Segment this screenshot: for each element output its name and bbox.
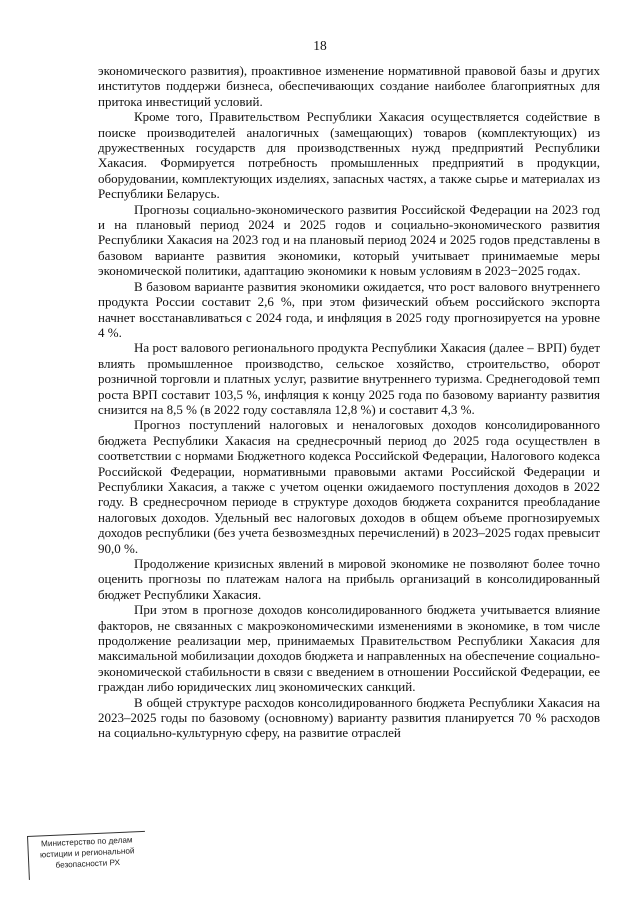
paragraph-6: Прогноз поступлений налоговых и неналоговых доходов консолидированного бюджета Республики Хакасия на среднесрочный период до 2025 года осуществлен в соответствии с нормами Бюджетного кодекса Российской Федерации, Налогового кодекса Российской Федерации, нормативными правовыми актами Российской Федерации и Республики Хакасия, а также с учетом оценки ожидаемого поступления доходов в 2022 году. В среднесрочном периоде в структуре доходов бюджета сохранится преобладание налоговых доходов. Удельный вес налоговых доходов в общем объеме прогнозируемых доходов республики (без учета безвозмездных перечислений) в 2023–2025 годах превысит 90,0 %. [98,417,600,556]
paragraph-3: Прогнозы социально-экономического развития Российской Федерации на 2023 год и на плановый период 2024 и 2025 годов и социально-экономического развития Республики Хакасия на 2023 год и на плановый период 2024 и 2025 годов представлены в базовом варианте развития экономики, который учитывает принимаемые меры экономической политики, адаптацию экономики к новым условиям в 2023−2025 годах. [98,201,600,279]
stamp-line-2: юстиции и региональной [39,846,135,860]
document-body [98,63,600,741]
paragraph-7: Продолжение кризисных явлений в мировой экономике не позволяют более точно оценить прогнозы по платежам налога на прибыль организаций в консолидированный бюджет Республики Хакасия. [98,556,600,602]
page-number: 18 [313,38,327,53]
stamp-line-3: безопасности РХ [55,857,121,870]
ministry-stamp [27,831,147,880]
paragraph-8: При этом в прогнозе доходов консолидированного бюджета учитывается влияние факторов, не связанных с макроэкономическими изменениями в экономике, в том числе продолжение реализации мер, принимаемых Правительством Республики Хакасия для максимальной мобилизации доходов бюджета и направленных на обеспечение социально-экономической стабильности в связи с введением в отношении Российской Федерации, ее граждан либо юридических лиц экономических санкций. [98,602,600,695]
paragraph-1: экономического развития), проактивное изменение нормативной правовой базы и других институтов поддержи бизнеса, обеспечивающих создание наиболее благоприятных для притока инвестиций условий. [98,63,600,109]
paragraph-9: В общей структуре расходов консолидированного бюджета Республики Хакасия на 2023–2025 годы по базовому (основному) варианту развития планируется 70 % расходов на социально-культурную сферу, на развитие отраслей [98,694,600,741]
paragraph-5: На рост валового регионального продукта Республики Хакасия (далее – ВРП) будет влиять промышленное производство, сельское хозяйство, строительство, оборот розничной торговли и платных услуг, развитие внутреннего туризма. Среднегодовой темп роста ВРП составит 103,5 %, инфляция к концу 2025 года по базовому варианту развития снизится на 8,5 % (в 2022 году составляла 12,8 %) и составит 4,3 %. [98,340,600,417]
paragraph-2: Кроме того, Правительством Республики Хакасия осуществляется содействие в поиске производителей аналогичных (замещающих) товаров (комплектующих) из дружественных государств для производственных нужд предприятий Республики Хакасия. Формируется потребность промышленных предприятий в продукции, оборудовании, комплектующих изделиях, запасных частях, а также сырье и материалах из Республики Беларусь. [98,109,600,202]
paragraph-4: В базовом варианте развития экономики ожидается, что рост валового внутреннего продукта России составит 2,6 %, при этом физический объем российского экспорта начнет восстанавливаться с 2024 года, и инфляция в 2025 году прогнозируется на уровне 4 %. [98,278,600,340]
stamp-line-1: Министерство по делам [40,835,133,849]
